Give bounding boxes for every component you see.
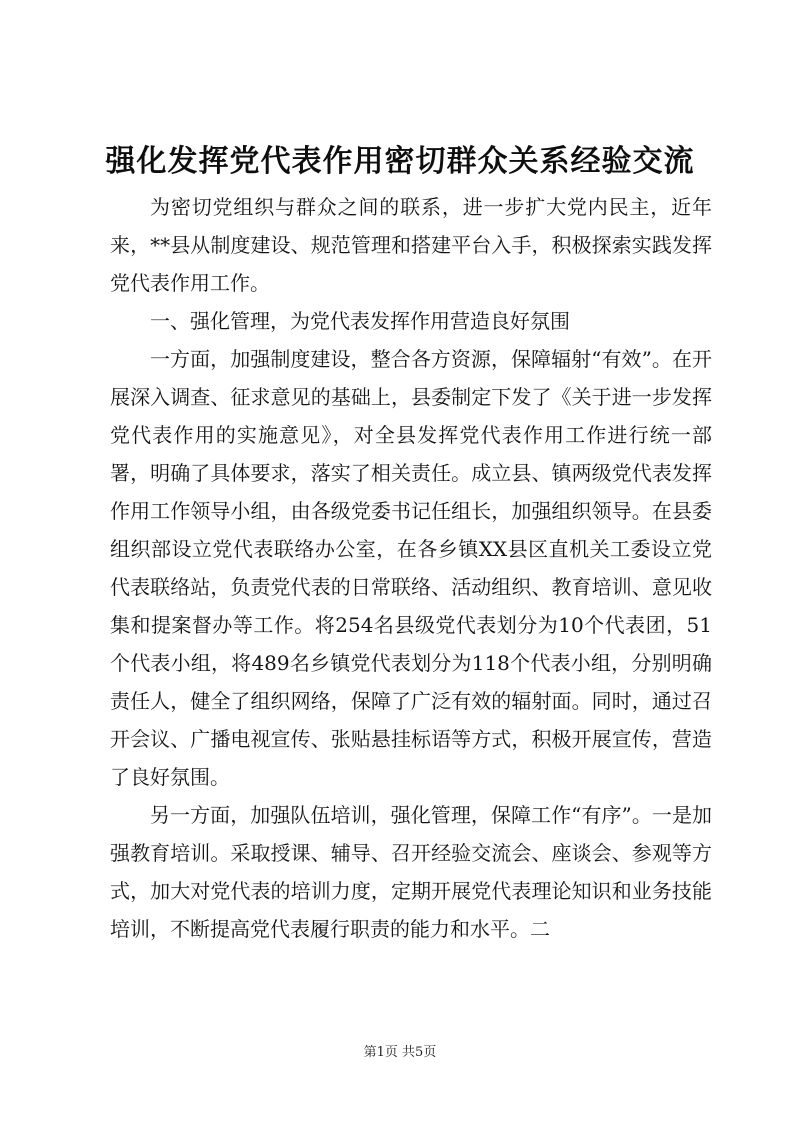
document-title: 强化发挥党代表作用密切群众关系经验交流 bbox=[105, 144, 695, 179]
paragraph-intro: 为密切党组织与群众之间的联系，进一步扩大党内民主，近年来，**县从制度建设、规范管理和搭建平台入手，积极探索实践发挥党代表作用工作。 bbox=[110, 195, 712, 295]
section-heading: 一、强化管理，为党代表发挥作用营造良好氛围 bbox=[150, 309, 570, 333]
paragraph-team-training: 另一方面，加强队伍培训，强化管理，保障工作“有序”。一是加强教育培训。采取授课、辅导、召开经验交流会、座谈会、参观等方式，加大对党代表的培训力度，定期开展党代表理论知识和业务技能培训，不断提高党代表履行职责的能力和水平。二 bbox=[110, 803, 712, 941]
page-footer: 第1页 共5页 bbox=[363, 1045, 437, 1060]
document-body bbox=[110, 188, 712, 948]
paragraph-system-building: 一方面，加强制度建设，整合各方资源，保障辐射“有效”。在开展深入调查、征求意见的基础上，县委制定下发了《关于进一步发挥党代表作用的实施意见》，对全县发挥党代表作用工作进行统一部署，明确了具体要求，落实了相关责任。成立县、镇两级党代表发挥作用工作领导小组，由各级党委书记任组长，加强组织领导。在县委组织部设立党代表联络办公室，在各乡镇XX县区直机关工委设立党代表联络站，负责党代表的日常联络、活动组织、教育培训、意见收集和提案督办等工作。将254名县级党代表划分为10个代表团，51个代表小组，将489名乡镇党代表划分为118个代表小组，分别明确责任人，健全了组织网络，保障了广泛有效的辐射面。同时，通过召开会议、广播电视宣传、张贴悬挂标语等方式，积极开展宣传，营造了良好氛围。 bbox=[110, 347, 712, 789]
